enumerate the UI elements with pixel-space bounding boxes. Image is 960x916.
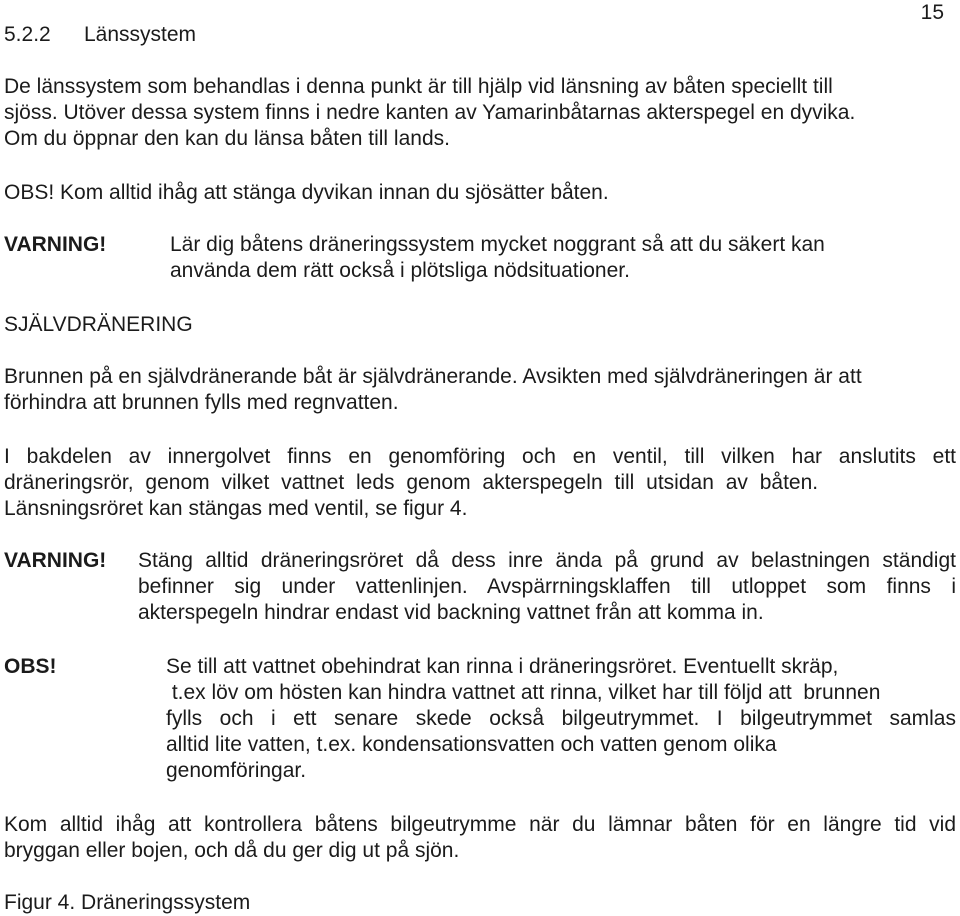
paragraph-line: Kom alltid ihåg att kontrollera båtens bilgeutrymme när du lämnar båten för en längre tid vid [4, 813, 956, 836]
page-number: 15 [920, 1, 944, 24]
obs-line: Se till att vattnet obehindrat kan rinna i dräneringsröret. Eventuellt skräp, [166, 655, 839, 678]
warning-label: VARNING! [4, 549, 107, 572]
paragraph-line: dräneringsrör, genom vilket vattnet leds genom akterspegeln till utsidan av båten. [4, 471, 819, 494]
warning-note-1 [4, 232, 956, 284]
warning-line: Stäng alltid dräneringsröret då dess inre ända på grund av belastningen ständigt [138, 549, 956, 572]
paragraph-line: Länsningsröret kan stängas med ventil, se figur 4. [4, 497, 468, 520]
obs-line: genomföringar. [166, 759, 307, 782]
obs-note-2 [4, 654, 956, 784]
intro-line: De länssystem som behandlas i denna punkt är till hjälp vid länsning av båten speciellt till [4, 75, 833, 98]
intro-paragraph [4, 74, 956, 152]
figure-caption: Figur 4. Dräneringssystem [4, 891, 251, 914]
warning-note-2 [4, 548, 956, 626]
intro-line: sjöss. Utöver dessa system finns i nedre kanten av Yamarinbåtarnas akterspegel en dyvika. [4, 101, 856, 124]
rear-section-paragraph [4, 444, 956, 522]
obs-label: OBS! [4, 655, 57, 678]
paragraph-line: Brunnen på en självdränerande båt är självdränerande. Avsikten med självdräneringen är att [4, 365, 862, 388]
intro-line: Om du öppnar den kan du länsa båten till lands. [4, 127, 450, 150]
section-heading [4, 22, 196, 48]
warning-line: befinner sig under vattenlinjen. Avspärrningsklaffen till utloppet som finns i [138, 575, 956, 598]
obs-note-1 [4, 180, 956, 206]
obs-text [166, 654, 956, 784]
obs-line: t.ex löv om hösten kan hindra vattnet att rinna, vilket har till följd att brunnen [166, 681, 881, 704]
obs-line: alltid lite vatten, t.ex. kondensationsvatten och vatten genom olika [166, 733, 777, 756]
warning-line: Lär dig båtens dräneringssystem mycket noggrant så att du säkert kan [170, 233, 825, 256]
paragraph-line: förhindra att brunnen fylls med regnvatten. [4, 391, 399, 414]
paragraph-line: bryggan eller bojen, och då du ger dig ut på sjön. [4, 839, 460, 862]
warning-text [138, 548, 956, 626]
section-number: 5.2.2 [4, 23, 51, 46]
obs-label: OBS! [4, 181, 55, 204]
obs-text: Kom alltid ihåg att stänga dyvikan innan du sjösätter båten. [54, 181, 609, 204]
section-title: Länssystem [84, 23, 197, 46]
self-draining-paragraph [4, 364, 956, 416]
warning-label: VARNING! [4, 233, 107, 256]
obs-line: fylls och i ett senare skede också bilgeutrymmet. I bilgeutrymmet samlas [166, 707, 956, 730]
reminder-paragraph [4, 812, 956, 864]
warning-line: använda dem rätt också i plötsliga nödsituationer. [170, 259, 630, 282]
paragraph-line: I bakdelen av innergolvet finns en genomföring och en ventil, till vilken har anslutits ett [4, 445, 956, 468]
subheading-self-draining: SJÄLVDRÄNERING [4, 313, 193, 336]
warning-text [148, 232, 956, 284]
warning-line: akterspegeln hindrar endast vid backning vattnet från att komma in. [138, 601, 764, 624]
